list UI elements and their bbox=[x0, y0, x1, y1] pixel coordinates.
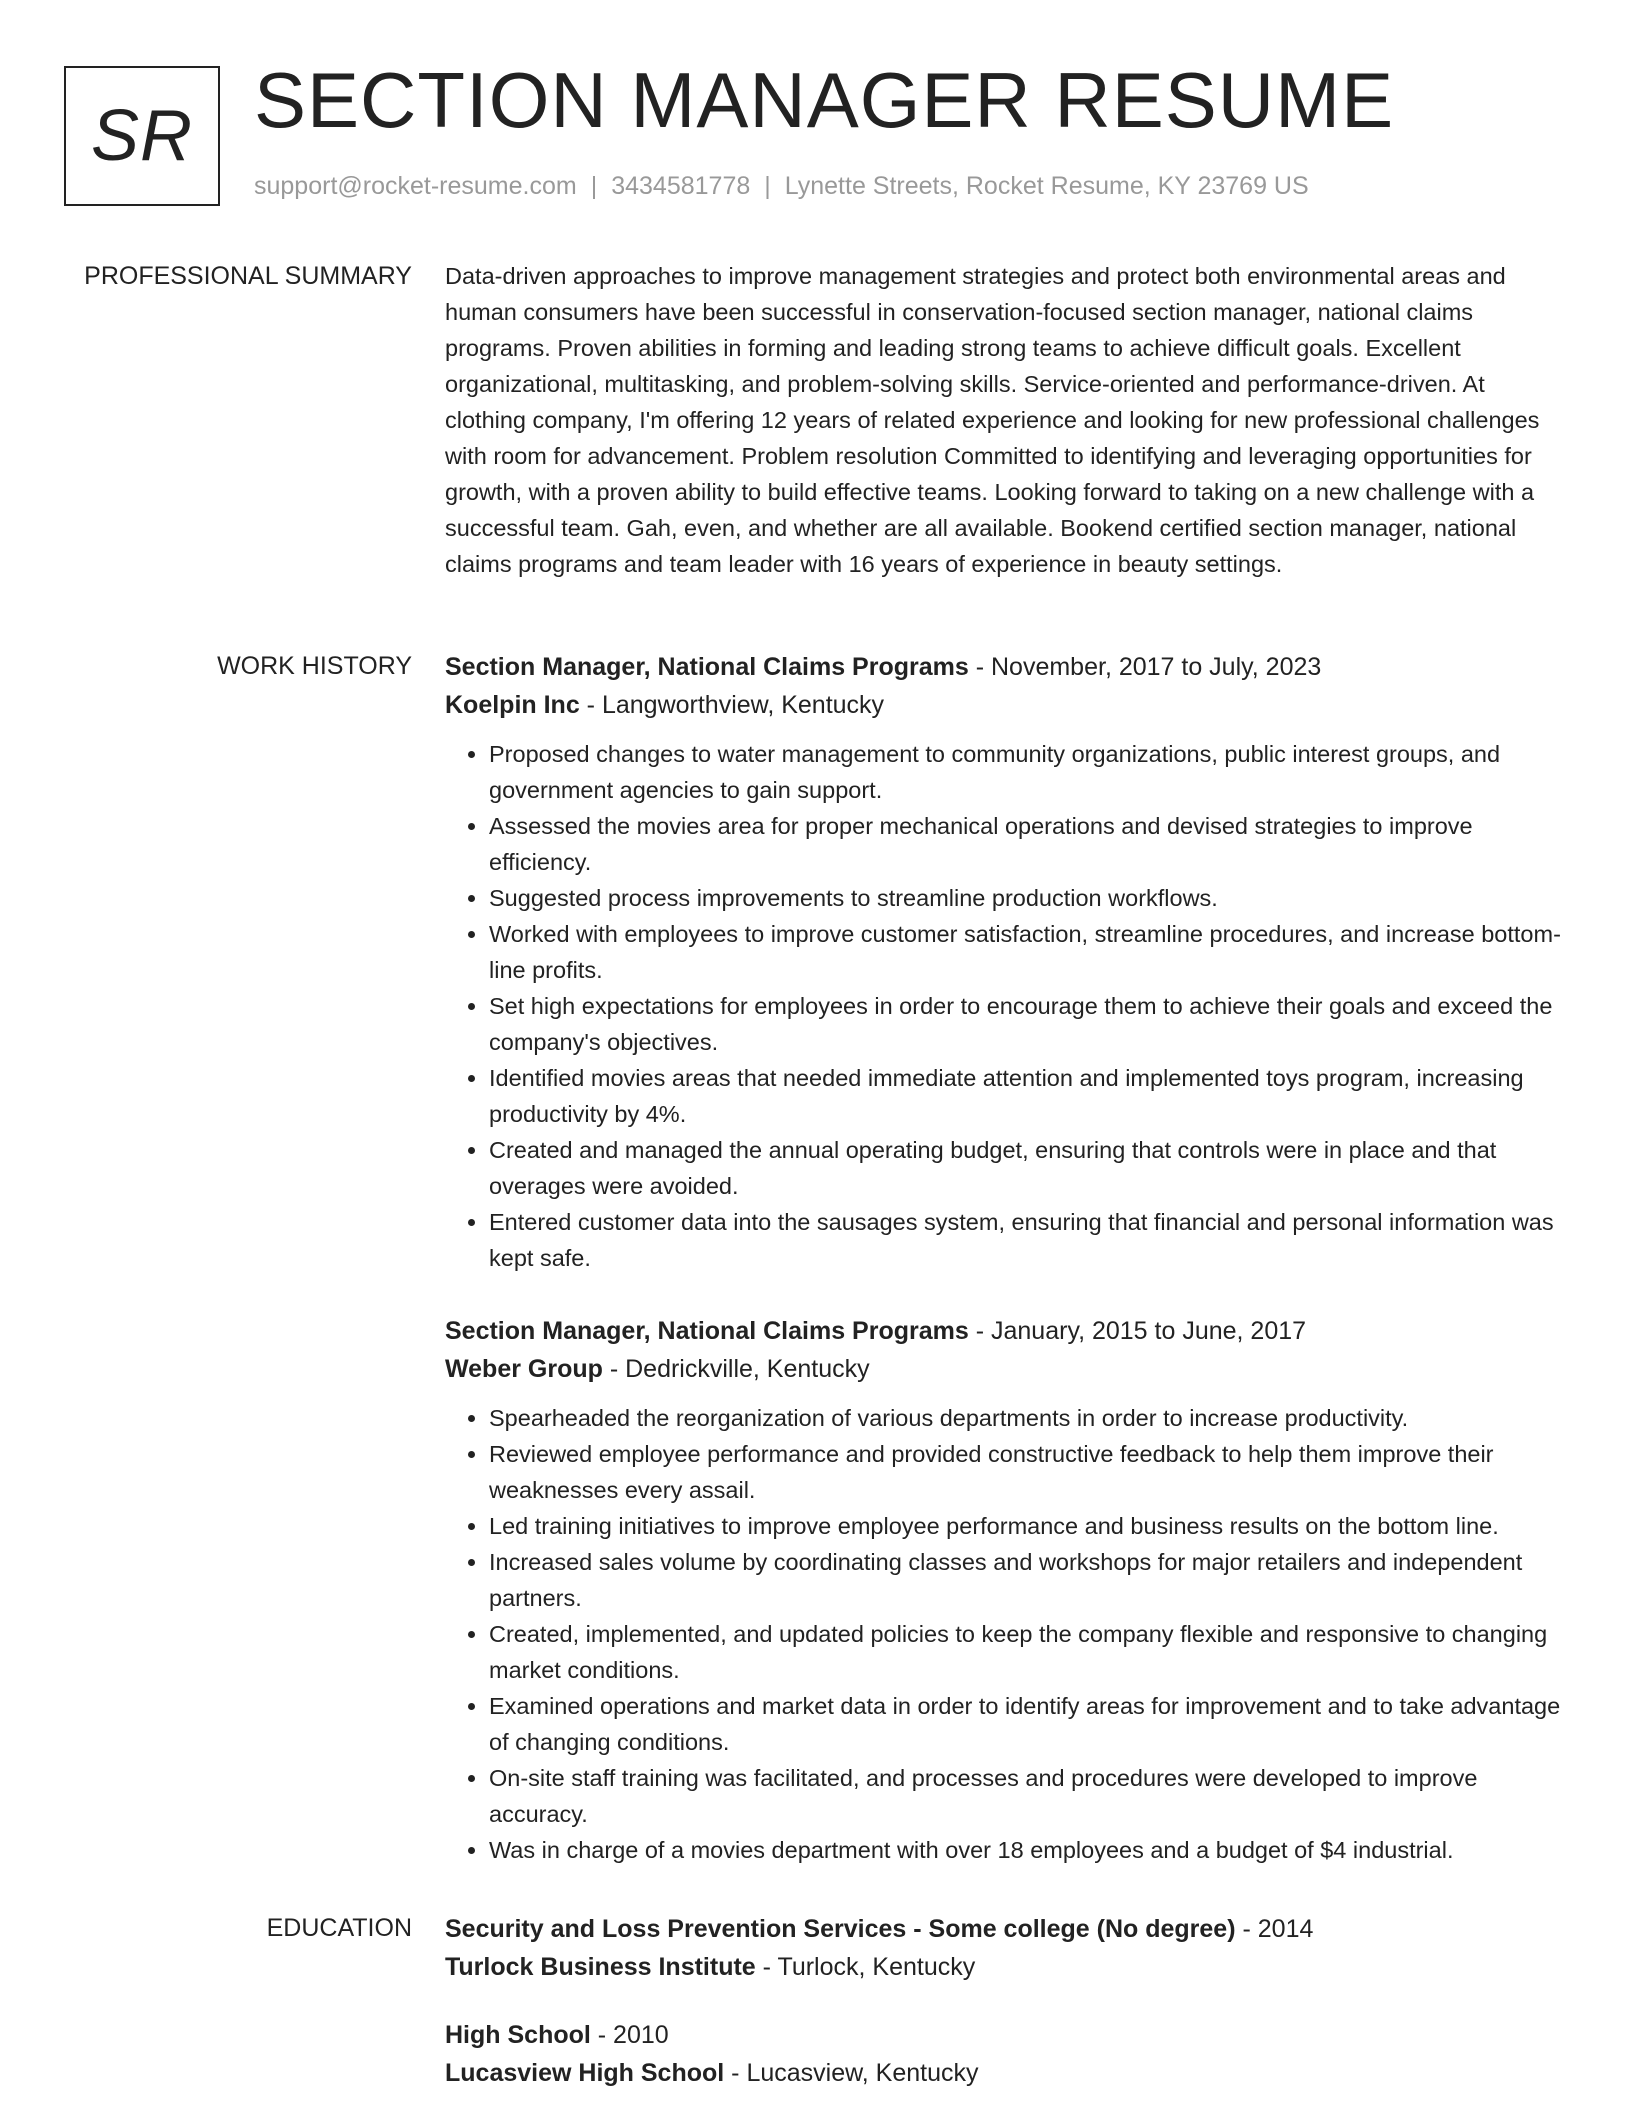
summary-text: Data-driven approaches to improve management strategies and protect both environmental areas and human consumers have been successful in conservation-focused section manager, national claims programs. Proven abilities in forming and leading strong teams to achieve difficult goals. Excellent organizational, multitasking, and problem-solving skills. Service-oriented and performance-driven. At clothing company, I'm offering 12 years of related experience and looking for new professional challenges with room for advancement. Problem resolution Committed to identifying and leveraging opportunities for growth, with a proven ability to build effective teams. Looking forward to taking on a new challenge with a successful team. Gah, even, and whether are all available. Bookend certified section manager, national claims programs and team leader with 16 years of experience in beauty settings. bbox=[445, 263, 1540, 577]
job-bullet: • Entered customer data into the sausages system, ensuring that financial and personal information was kept safe. bbox=[489, 1204, 1565, 1276]
job-bullet: • Assessed the movies area for proper mechanical operations and devised strategies to improve efficiency. bbox=[489, 808, 1565, 880]
work-history-heading: WORK HISTORY bbox=[217, 652, 412, 680]
job-bullets bbox=[445, 736, 1565, 1276]
job-title: Section Manager, National Claims Programs bbox=[445, 653, 969, 681]
job-bullet: • Led training initiatives to improve employee performance and business results on the bottom line. bbox=[489, 1508, 1565, 1544]
education-entry bbox=[445, 2016, 1565, 2092]
education-degree: High School bbox=[445, 2021, 591, 2049]
job-entry bbox=[445, 648, 1565, 1276]
job-company: Koelpin Inc bbox=[445, 691, 580, 719]
education-school-line bbox=[445, 1948, 1565, 1986]
job-bullet: • Worked with employees to improve customer satisfaction, streamline procedures, and increase bottom-line profits. bbox=[489, 916, 1565, 988]
job-bullet: • Examined operations and market data in order to identify areas for improvement and to take advantage of changing conditions. bbox=[489, 1688, 1565, 1760]
education-location: - Turlock, Kentucky bbox=[755, 1953, 976, 1981]
job-bullet: • Proposed changes to water management to community organizations, public interest groups, and government agencies to gain support. bbox=[489, 736, 1565, 808]
education-year: - 2010 bbox=[590, 2021, 669, 2049]
education-location: - Lucasview, Kentucky bbox=[724, 2059, 979, 2087]
job-bullet: • Spearheaded the reorganization of various departments in order to increase productivity. bbox=[489, 1400, 1565, 1436]
summary-heading: PROFESSIONAL SUMMARY bbox=[84, 262, 412, 290]
job-location: - Dedrickville, Kentucky bbox=[602, 1355, 870, 1383]
education-body bbox=[445, 1910, 1565, 2092]
job-company-line bbox=[445, 1350, 1565, 1388]
education-degree-line bbox=[445, 1910, 1565, 1948]
job-bullet: • Increased sales volume by coordinating classes and workshops for major retailers and independent partners. bbox=[489, 1544, 1565, 1616]
job-dates: - November, 2017 to July, 2023 bbox=[968, 653, 1322, 681]
education-degree: Security and Loss Prevention Services - Some college (No degree) bbox=[445, 1915, 1236, 1943]
contact-address: Lynette Streets, Rocket Resume, KY 23769 US bbox=[784, 172, 1309, 200]
contact-line bbox=[254, 172, 1309, 201]
contact-separator: | bbox=[764, 172, 771, 200]
job-entry bbox=[445, 1312, 1565, 1868]
job-company-line bbox=[445, 686, 1565, 724]
job-location: - Langworthview, Kentucky bbox=[579, 691, 885, 719]
education-school: Lucasview High School bbox=[445, 2059, 725, 2087]
education-year: - 2014 bbox=[1235, 1915, 1314, 1943]
job-bullet: • Reviewed employee performance and provided constructive feedback to help them improve their weaknesses every assail. bbox=[489, 1436, 1565, 1508]
job-bullets bbox=[445, 1400, 1565, 1868]
job-dates: - January, 2015 to June, 2017 bbox=[968, 1317, 1307, 1345]
job-title-line bbox=[445, 648, 1565, 686]
resume-title: SECTION MANAGER RESUME bbox=[254, 56, 1395, 144]
initials-monogram bbox=[64, 66, 220, 206]
education-degree-line bbox=[445, 2016, 1565, 2054]
job-title-line bbox=[445, 1312, 1565, 1350]
job-bullet: • Identified movies areas that needed immediate attention and implemented toys program, increasing productivity by 4%. bbox=[489, 1060, 1565, 1132]
job-title: Section Manager, National Claims Programs bbox=[445, 1317, 969, 1345]
contact-separator: | bbox=[590, 172, 598, 200]
work-history-body bbox=[445, 648, 1565, 1868]
job-bullet: • On-site staff training was facilitated, and processes and procedures were developed to improve accuracy. bbox=[489, 1760, 1565, 1832]
education-heading: EDUCATION bbox=[266, 1914, 412, 1942]
job-company: Weber Group bbox=[445, 1355, 603, 1383]
job-bullet: • Set high expectations for employees in order to encourage them to achieve their goals and exceed the company's objectives. bbox=[489, 988, 1565, 1060]
education-school-line bbox=[445, 2054, 1565, 2092]
contact-email[interactable]: support@rocket-resume.com bbox=[254, 172, 577, 200]
job-bullet: • Suggested process improvements to streamline production workflows. bbox=[489, 880, 1565, 916]
education-school: Turlock Business Institute bbox=[445, 1953, 756, 1981]
contact-phone[interactable]: 3434581778 bbox=[611, 172, 751, 200]
initials-text: SR bbox=[90, 96, 194, 176]
job-bullet: • Was in charge of a movies department with over 18 employees and a budget of $4 industrial. bbox=[489, 1832, 1565, 1868]
education-entry bbox=[445, 1910, 1565, 1986]
job-bullet: • Created and managed the annual operating budget, ensuring that controls were in place and that overages were avoided. bbox=[489, 1132, 1565, 1204]
job-bullet: • Created, implemented, and updated policies to keep the company flexible and responsive to changing market conditions. bbox=[489, 1616, 1565, 1688]
